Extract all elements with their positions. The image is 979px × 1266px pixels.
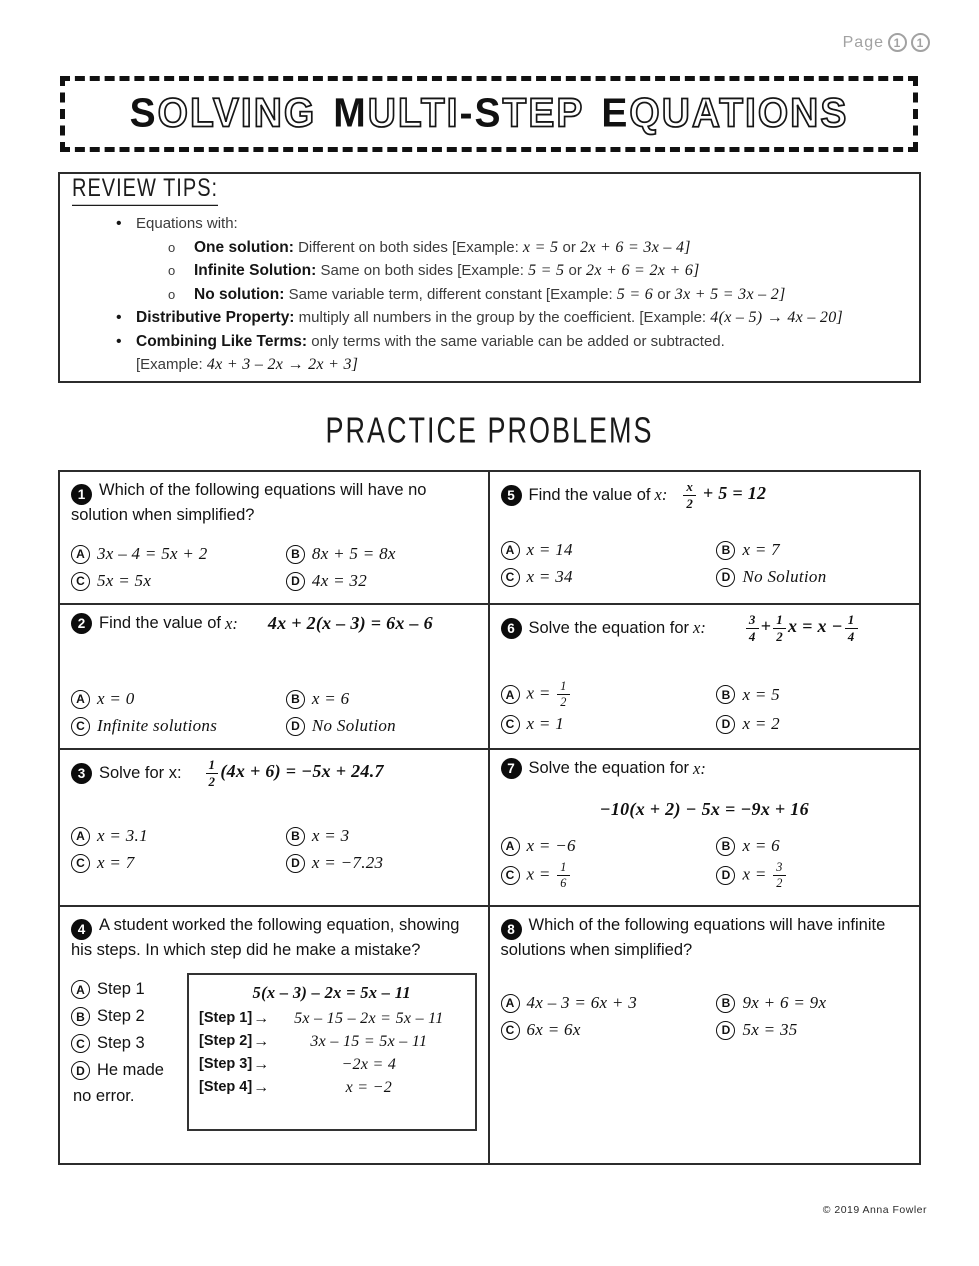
option-letter: A: [501, 994, 520, 1013]
option-text: x = 7: [97, 853, 135, 872]
equation: $\frac{x}{2}$ + 5 = 12: [681, 480, 766, 510]
problem-3-options: [71, 824, 477, 875]
step-arrow-icon: →: [253, 1010, 270, 1027]
option-letter: A: [501, 541, 520, 560]
problem-2-question: 2 Find the value of x: 4x + 2(x – 3) = 6x – 6: [71, 613, 477, 634]
problem-2-options: [71, 687, 477, 738]
option-c: [71, 569, 286, 593]
problem-4-question: 4 A student worked the following equation, showing his steps. In which step did he make a mistake?: [71, 916, 460, 959]
option-text: No Solution: [311, 716, 396, 735]
option-d: [286, 569, 477, 593]
option-text: 4x – 3 = 6x + 3: [526, 993, 638, 1012]
step-arrow-icon: →: [253, 1056, 270, 1073]
option-letter: D: [286, 572, 305, 591]
option-letter: B: [71, 1007, 90, 1026]
option-b: [286, 687, 477, 711]
option-text: x = 3.1: [97, 826, 148, 845]
option-letter: D: [716, 568, 735, 587]
problem-8-options: [501, 991, 909, 1042]
option-text: x = 7: [742, 540, 780, 559]
problem-number-badge: 6: [501, 618, 522, 639]
page-digit-circle: 1: [888, 33, 907, 52]
option-c: [71, 851, 286, 875]
option-letter: C: [501, 568, 520, 587]
problem-8: [490, 907, 920, 1163]
option-text: Step 2: [97, 1007, 145, 1025]
option-letter: B: [286, 827, 305, 846]
problem-3: [60, 750, 490, 907]
option-letter: A: [71, 690, 90, 709]
option-text: x = 5: [742, 684, 780, 704]
option-text: x = $\frac{3}{2}$: [742, 861, 787, 890]
fraction: $\frac{x}{2}$: [683, 480, 696, 510]
option-letter: C: [71, 717, 90, 736]
option-text: x = 2: [742, 714, 780, 733]
option-c: [501, 1018, 717, 1042]
option-text: x = −6: [526, 836, 576, 855]
option-c: [501, 712, 717, 736]
problem-3-question: 3 Solve for x: $\frac{1}{2}$ (4x + 6) = −5x + 24.7: [71, 758, 477, 788]
option-text: 4x = 32: [311, 571, 368, 590]
option-letter: B: [716, 685, 735, 704]
option-text: 8x + 5 = 8x: [311, 544, 396, 563]
problem-number-badge: 7: [501, 758, 522, 779]
review-tip-one-solution: o One solution: Different on both sides [Example: x = 5 or 2x + 6 = 3x – 4]: [72, 236, 907, 260]
option-b: [716, 834, 908, 858]
problem-4-body: [71, 973, 477, 1131]
option-d-continued: no error.: [73, 1087, 135, 1105]
option-letter: A: [71, 980, 90, 999]
fraction: $\frac{3}{4}$: [746, 613, 759, 643]
step-arrow-icon: →: [253, 1033, 270, 1050]
option-a: [501, 538, 717, 562]
copyright-credit: © 2019 Anna Fowler: [822, 1204, 927, 1216]
review-tip-combining-example: [Example: 4x + 3 – 2x → 2x + 3]: [136, 356, 359, 373]
option-letter: B: [286, 545, 305, 564]
option-letter: A: [71, 827, 90, 846]
problem-2: [60, 605, 490, 750]
option-text: No Solution: [742, 567, 827, 586]
option-c: [501, 565, 717, 589]
option-letter: C: [501, 1021, 520, 1040]
option-text: x = 6: [742, 836, 780, 855]
equation: −10(x + 2) − 5x = −9x + 16: [599, 799, 809, 819]
problem-number-badge: 2: [71, 613, 92, 634]
problem-number-badge: 3: [71, 763, 92, 784]
option-text: 5x = 5x: [97, 571, 152, 590]
page-label: Page: [842, 33, 884, 51]
option-a: [501, 991, 717, 1015]
equation: $\frac{1}{2}$ (4x + 6) = −5x + 24.7: [204, 758, 384, 788]
option-b: [71, 1006, 183, 1027]
option-a: [501, 834, 717, 858]
option-text: 9x + 6 = 9x: [742, 993, 827, 1012]
variable-x: x:: [693, 758, 706, 778]
option-b: [716, 991, 908, 1015]
problem-7-options: [501, 834, 909, 890]
option-letter: A: [501, 685, 520, 704]
review-tips-box: [58, 172, 921, 383]
problem-number-badge: 1: [71, 484, 92, 505]
option-text: x = 3: [311, 826, 350, 845]
option-d: [286, 851, 477, 875]
fraction: $\frac{1}{2}$: [773, 613, 786, 643]
option-letter: B: [286, 690, 305, 709]
problem-5: [490, 472, 920, 605]
problem-7-question: 7 Solve the equation for x:: [501, 758, 909, 779]
option-text: x = 0: [97, 689, 135, 708]
option-letter: A: [71, 545, 90, 564]
equation: $\frac{3}{4}$ + $\frac{1}{2}$ x = x − $\frac{1}{4}$: [744, 613, 860, 643]
option-b: [716, 680, 908, 709]
student-work-box: [187, 973, 477, 1131]
option-b: [286, 542, 477, 566]
work-step-3: [Step 3] → −2x = 4: [199, 1053, 465, 1076]
option-letter: A: [501, 837, 520, 856]
option-text: 5x = 35: [742, 1020, 798, 1039]
option-letter: C: [71, 854, 90, 873]
fraction: $\frac{1}{6}$: [557, 861, 569, 890]
review-tip-infinite-solution: o Infinite Solution: Same on both sides [Example: 5 = 5 or 2x + 6 = 2x + 6]: [72, 259, 907, 283]
option-letter: D: [716, 866, 735, 885]
option-text: 6x = 6x: [526, 1020, 581, 1039]
review-tip-equations-with: • Equations with:: [72, 212, 907, 236]
work-original-equation: 5(x – 3) – 2x = 5x – 11: [252, 983, 411, 1002]
problem-number-badge: 8: [501, 919, 522, 940]
variable-x: x:: [225, 613, 238, 633]
review-tip-no-solution: o No solution: Same variable term, different constant [Example: 5 = 6 or 3x + 5 = 3x – 2]: [72, 283, 907, 307]
option-a: [71, 542, 286, 566]
option-text: x = 14: [526, 540, 573, 559]
option-text: x = $\frac{1}{2}$: [527, 680, 572, 709]
option-d: [716, 1018, 908, 1042]
variable-x: x:: [654, 485, 668, 505]
option-letter: C: [501, 866, 520, 885]
option-letter: D: [716, 715, 735, 734]
review-tip-distributive-property: • Distributive Property: multiply all numbers in the group by the coefficient. [Example: 4(x – 5) → 4x – 20]: [72, 306, 907, 330]
problem-8-question: 8 Which of the following equations will have infinite solutions when simplified?: [500, 916, 886, 959]
problem-1-question: 1 Which of the following equations will have no solution when simplified?: [71, 481, 427, 524]
review-tips-heading: REVIEW TIPS:: [72, 175, 218, 206]
option-a: [71, 687, 286, 711]
title-banner: [60, 76, 918, 152]
option-d: [286, 714, 477, 738]
page-number: [843, 33, 930, 52]
work-step-4: [Step 4] → x = −2: [199, 1076, 465, 1099]
option-d: [716, 712, 908, 736]
work-step-1: [Step 1] → 5x – 15 – 2x = 5x – 11: [199, 1007, 465, 1030]
option-c: [501, 861, 717, 890]
practice-problems-heading: PRACTICE PROBLEMS: [325, 410, 654, 451]
fraction: $\frac{3}{2}$: [773, 861, 785, 890]
option-b: [716, 538, 908, 562]
problem-6-question: 6 Solve the equation for x: $\frac{3}{4}$ + $\frac{1}{2}$ x = x − $\frac{1}{4}$: [501, 613, 909, 643]
option-letter: D: [716, 1021, 735, 1040]
option-d: [716, 861, 908, 890]
option-letter: C: [501, 715, 520, 734]
problem-1: [60, 472, 490, 605]
option-letter: B: [716, 994, 735, 1013]
option-text: Step 1: [97, 980, 145, 998]
option-text: x = 1: [526, 714, 565, 733]
problem-7: [490, 750, 920, 907]
option-letter: C: [71, 1034, 90, 1053]
option-text: x = $\frac{1}{6}$: [527, 861, 572, 890]
option-b: [286, 824, 477, 848]
option-text: x = −7.23: [311, 853, 384, 872]
equation: 4x + 2(x – 3) = 6x – 6: [267, 613, 433, 633]
option-d: [71, 1060, 183, 1081]
worksheet-title: S OLVING M ULTI - S TEP E QUATIONS: [129, 90, 849, 137]
review-tip-combining-like-terms: • Combining Like Terms: only terms with the same variable can be added or subtracted.: [72, 330, 907, 354]
option-d: [716, 565, 908, 589]
problem-4: [60, 907, 490, 1163]
option-letter: B: [716, 541, 735, 560]
fraction: $\frac{1}{2}$: [206, 758, 219, 788]
option-text: x = 34: [526, 567, 573, 586]
problem-4-options: [71, 973, 183, 1106]
step-arrow-icon: →: [253, 1079, 270, 1096]
option-a: [71, 824, 286, 848]
option-a: [501, 680, 717, 709]
option-letter: D: [286, 717, 305, 736]
option-a: [71, 979, 183, 1000]
option-c: [71, 1033, 183, 1054]
option-text: He made: [97, 1061, 164, 1079]
option-letter: B: [716, 837, 735, 856]
problem-6-options: [501, 680, 909, 736]
problem-number-badge: 5: [501, 485, 522, 506]
fraction: $\frac{1}{4}$: [845, 613, 858, 643]
fraction: $\frac{1}{2}$: [557, 680, 569, 709]
option-c: [71, 714, 286, 738]
problem-6: [490, 605, 920, 750]
option-letter: D: [71, 1061, 90, 1080]
problem-number-badge: 4: [71, 919, 92, 940]
option-text: Infinite solutions: [97, 716, 218, 735]
problems-table: [58, 470, 921, 1165]
option-text: x = 6: [311, 689, 350, 708]
option-letter: C: [71, 572, 90, 591]
option-letter: D: [286, 854, 305, 873]
problem-1-options: [71, 542, 477, 593]
option-text: Step 3: [97, 1034, 145, 1052]
page-digit-circle: 1: [911, 33, 930, 52]
work-step-2: [Step 2] → 3x – 15 = 5x – 11: [199, 1030, 465, 1053]
variable-x: x:: [693, 618, 706, 638]
problem-5-options: [501, 538, 909, 589]
problem-5-question: 5 Find the value of x: $\frac{x}{2}$ + 5 = 12: [501, 480, 909, 510]
option-text: 3x – 4 = 5x + 2: [97, 544, 208, 563]
